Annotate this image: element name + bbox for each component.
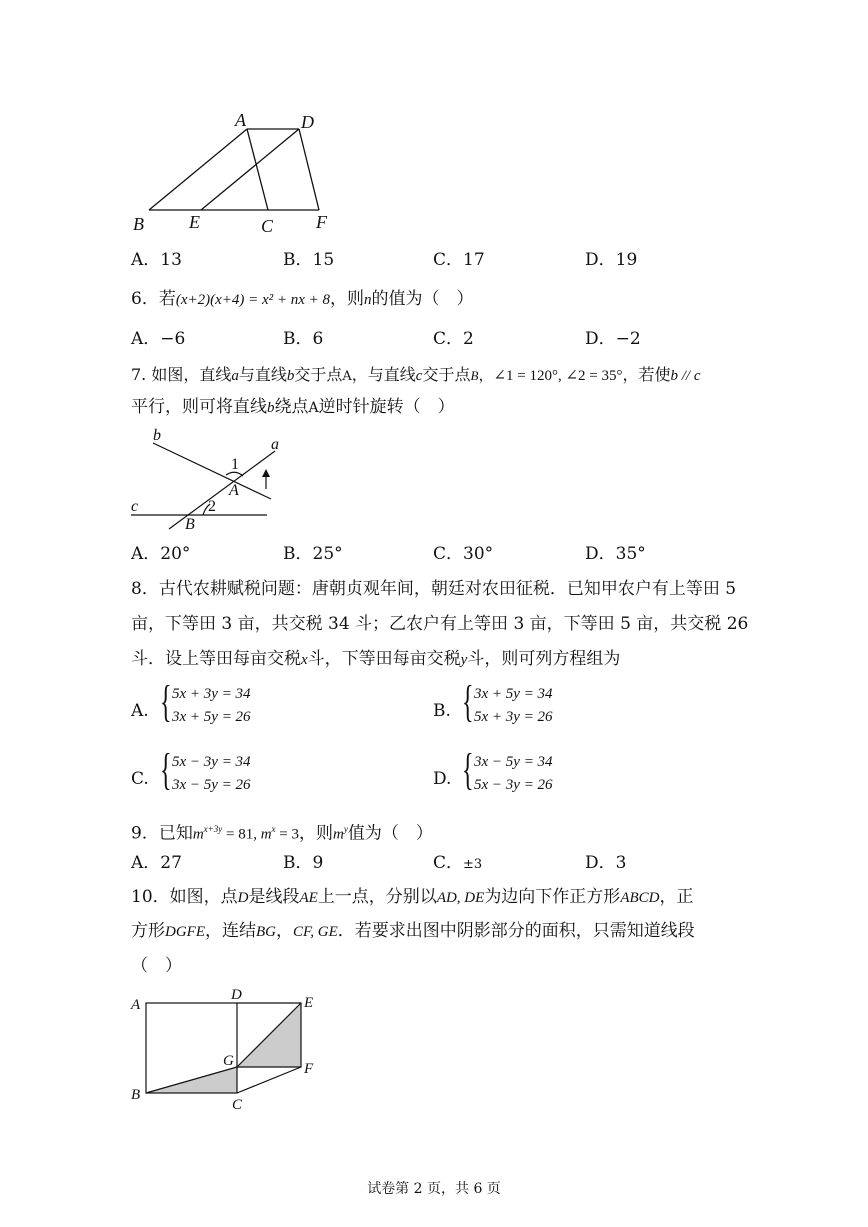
q7-option-c[interactable]: C．30° [433, 544, 494, 564]
q7-label-2: 2 [208, 498, 216, 515]
q5-figure [125, 108, 345, 238]
q8-option-d-system[interactable]: { 3x − 5y = 34 5x − 3y = 26 [462, 745, 553, 794]
q7-option-a[interactable]: A．20° [131, 544, 191, 564]
q10-stem-line1: 10．如图，点D是线段AE上一点，分别以AD, DE为边向下作正方形ABCD，正 [131, 887, 694, 907]
q7-option-d[interactable]: D．35° [585, 544, 646, 564]
q9-stem: 9．已知$m^{x+3y} = 81$, $m^x = 3$，则$m^y$值为（ ） [131, 823, 433, 844]
q9-option-d[interactable]: D．3 [585, 853, 627, 873]
q7-figure [125, 425, 295, 535]
q6-stem: 6．若(x+2)(x+4) = x² + nx + 8，则n的值为（ ） [131, 289, 474, 309]
q7-stem-line2: 平行，则可将直线b绕点A逆时针旋转（ ） [131, 397, 455, 417]
q6-option-a[interactable]: A．−6 [131, 329, 186, 349]
q8-stem-line2: 亩，下等田 3 亩，共交税 34 斗；乙农户有上等田 3 亩，下等田 5 亩，共交税 26 [131, 614, 749, 634]
q10-figure [125, 985, 335, 1115]
q7-label-A: A [229, 482, 239, 499]
q5-label-D: D [301, 112, 314, 132]
q6-equation: (x+2)(x+4) = x² + nx + 8 [175, 292, 331, 308]
q8-stem-line1: 8．古代农耕赋税问题：唐朝贞观年间，朝廷对农田征税．已知甲农户有上等田 5 [131, 579, 737, 599]
q5-label-C: C [261, 216, 274, 236]
q7-label-c: c [131, 498, 139, 515]
q5-label-F: F [316, 212, 327, 232]
q5-option-b[interactable]: B．15 [283, 250, 335, 270]
q10-label-E: E [304, 995, 314, 1011]
q6-option-d[interactable]: D．−2 [585, 329, 641, 349]
q7-label-b: b [153, 427, 161, 444]
q9-option-b[interactable]: B．9 [283, 853, 324, 873]
q8-option-b-label[interactable]: B. [433, 701, 451, 721]
q7-stem-line1: 7. 如图，直线a与直线b交于点A，与直线c交于点B，∠1 = 120°, ∠2 = 35°，若使b // c [131, 365, 701, 384]
q5-label-A: A [235, 110, 246, 130]
q8-option-c-system[interactable]: { 5x − 3y = 34 3x − 5y = 26 [160, 745, 251, 794]
page-footer: 试卷第 2 页，共 6 页 [367, 1181, 501, 1197]
q7-label-B: B [185, 516, 195, 533]
q5-option-a[interactable]: A．13 [131, 250, 182, 270]
q6-option-b[interactable]: B．6 [283, 329, 324, 349]
q5-label-B: B [133, 214, 144, 234]
q10-stem-line3: （ ） [131, 956, 182, 976]
q5-option-d[interactable]: D．19 [585, 250, 638, 270]
q10-stem-line2: 方形DGFE，连结BG，CF, GE．若要求出图中阴影部分的面积，只需知道线段 [131, 921, 695, 941]
q10-label-D: D [231, 987, 242, 1003]
q9-option-c[interactable]: C．±3 [433, 853, 483, 873]
q10-label-B: B [131, 1087, 141, 1103]
q5-label-E: E [189, 212, 200, 232]
q9-option-a[interactable]: A．27 [131, 853, 182, 873]
q10-label-A: A [131, 997, 141, 1013]
q8-stem-line3: 斗．设上等田每亩交税x斗，下等田每亩交税y斗，则可列方程组为 [131, 649, 621, 669]
q8-option-b-system[interactable]: { 3x + 5y = 34 5x + 3y = 26 [462, 677, 553, 726]
q8-option-c-label[interactable]: C. [131, 769, 149, 789]
q8-option-d-label[interactable]: D. [433, 769, 452, 789]
q7-label-a: a [271, 436, 279, 453]
q5-option-c[interactable]: C．17 [433, 250, 485, 270]
q7-option-b[interactable]: B．25° [283, 544, 343, 564]
q8-option-a-system[interactable]: { 5x + 3y = 34 3x + 5y = 26 [160, 677, 251, 726]
q7-label-1: 1 [231, 456, 239, 473]
q6-option-c[interactable]: C．2 [433, 329, 474, 349]
q10-label-C: C [232, 1097, 243, 1113]
q8-option-a-label[interactable]: A. [131, 701, 149, 721]
q10-label-G: G [223, 1053, 234, 1069]
q10-label-F: F [304, 1061, 314, 1077]
